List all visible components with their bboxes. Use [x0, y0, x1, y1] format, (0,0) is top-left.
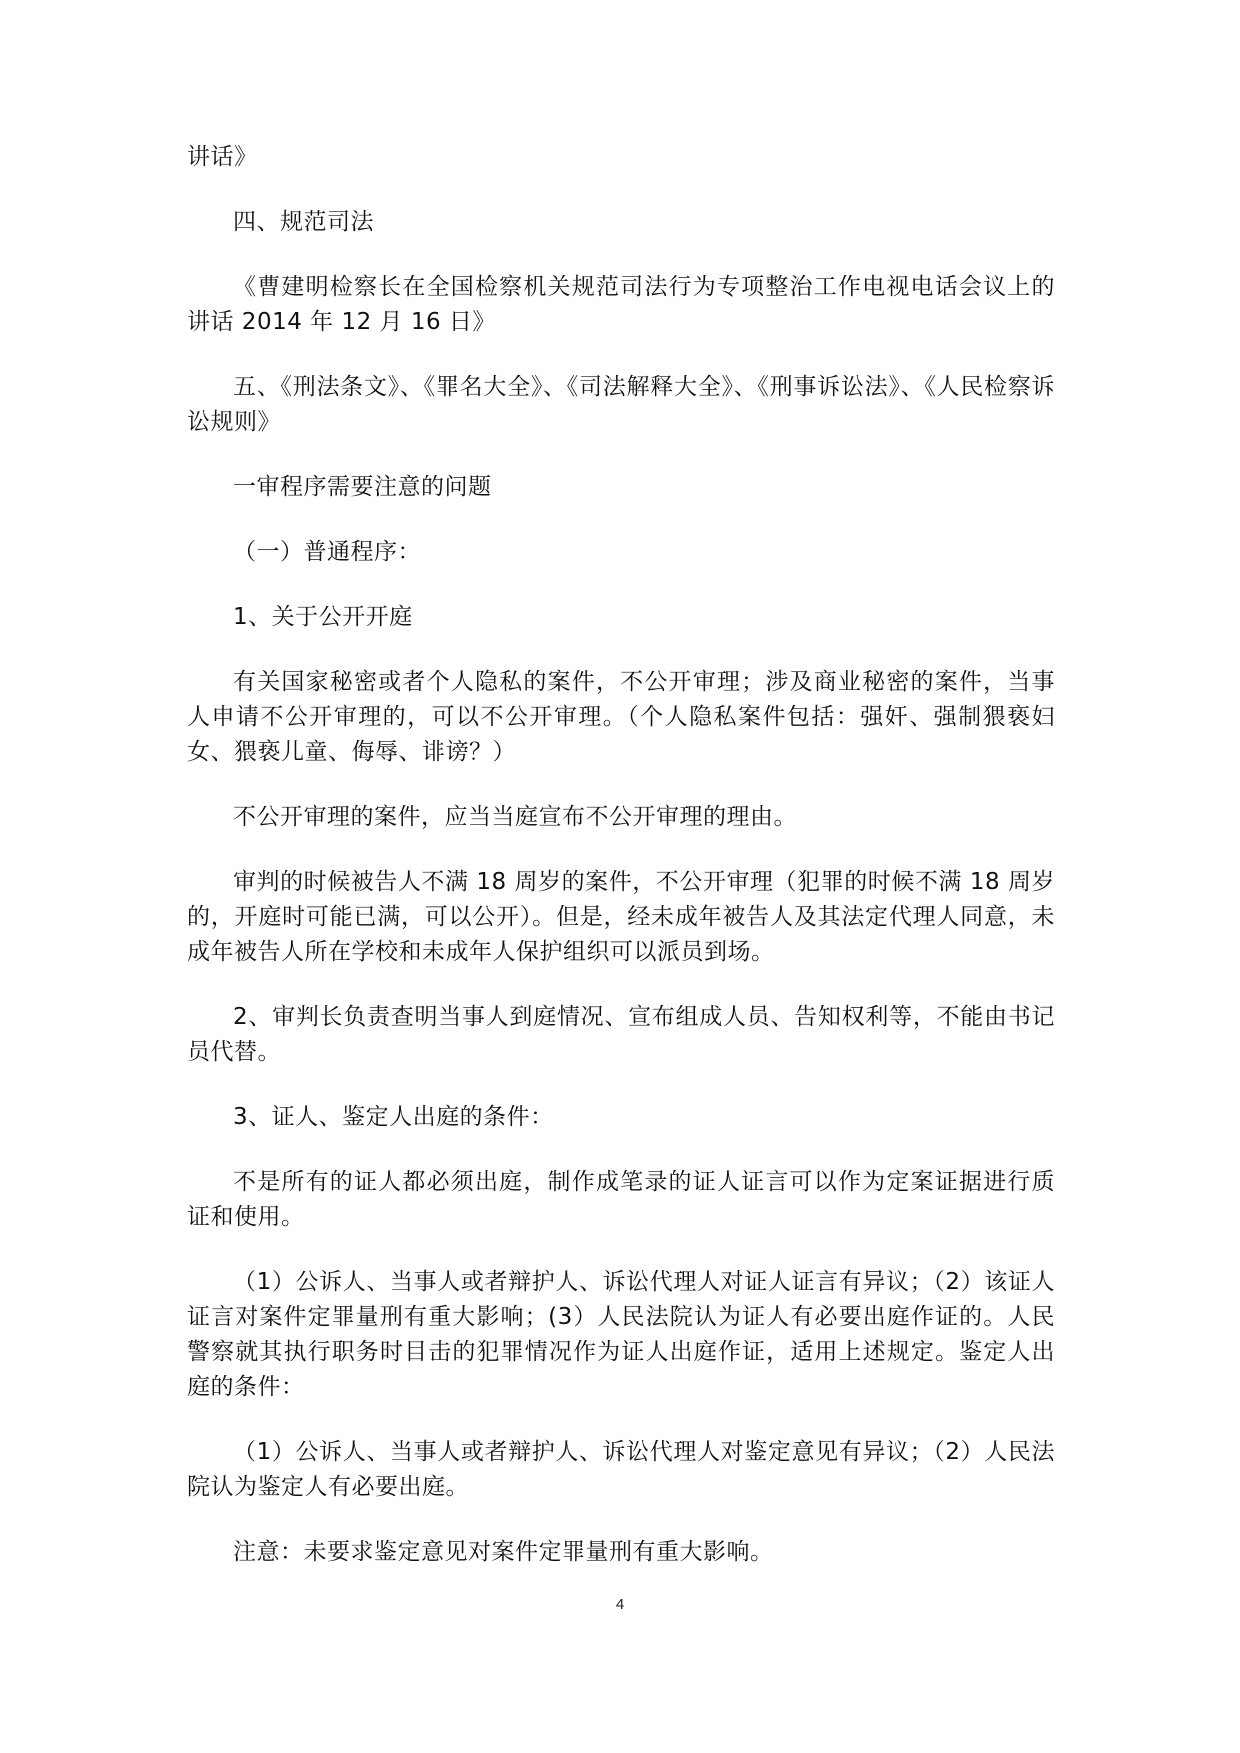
paragraph-privacy-cases: 有关国家秘密或者个人隐私的案件，不公开审理；涉及商业秘密的案件，当事人申请不公开审理的，可以不公开审理。（个人隐私案件包括：强奸、强制猥亵妇女、猥亵儿童、侮辱、诽谤？）	[187, 669, 1055, 765]
paragraph-closed-trial-reason: 不公开审理的案件，应当当庭宣布不公开审理的理由。	[233, 804, 797, 830]
item-public-hearing: 1、关于公开开庭	[233, 604, 413, 630]
section-heading-legal-texts: 五、《刑法条文》、《罪名大全》、《司法解释大全》、《刑事诉讼法》、《人民检察诉讼规则》	[187, 374, 1055, 435]
section-heading-standardized-justice: 四、规范司法	[233, 209, 374, 235]
paragraph-continuation: 讲话》	[187, 144, 258, 170]
page-number: 4	[615, 1596, 625, 1613]
paragraph-minor-defendants: 审判的时候被告人不满 18 周岁的案件，不公开审理（犯罪的时候不满 18 周岁的，开庭时可能已满，可以公开）。但是，经未成年被告人及其法定代理人同意，未成年被告人所在学校和未成年人保护组织可以派员到场。	[187, 869, 1055, 965]
paragraph-witness-testimony: 不是所有的证人都必须出庭，制作成笔录的证人证言可以作为定案证据进行质证和使用。	[187, 1169, 1055, 1230]
paragraph-witness-criteria: （1）公诉人、当事人或者辩护人、诉讼代理人对证人证言有异议；（2）该证人证言对案件定罪量刑有重大影响；(3）人民法院认为证人有必要出庭作证的。人民警察就其执行职务时目击的犯罪情况作为证人出庭作证，适用上述规定。鉴定人出庭的条件：	[187, 1269, 1055, 1400]
subheading-ordinary-procedure: （一）普通程序：	[233, 539, 421, 565]
paragraph-note: 注意：未要求鉴定意见对案件定罪量刑有重大影响。	[233, 1539, 774, 1565]
paragraph-expert-criteria: （1）公诉人、当事人或者辩护人、诉讼代理人对鉴定意见有异议；（2）人民法院认为鉴定人有必要出庭。	[187, 1439, 1055, 1500]
document-body	[187, 140, 1055, 1600]
item-witness-conditions: 3、证人、鉴定人出庭的条件：	[233, 1104, 554, 1130]
heading-first-instance-issues: 一审程序需要注意的问题	[233, 474, 492, 500]
paragraph-speech-reference: 《曹建明检察长在全国检察机关规范司法行为专项整治工作电视电话会议上的讲话 2014 年 12 月 16 日》	[187, 274, 1055, 335]
item-presiding-judge: 2、审判长负责查明当事人到庭情况、宣布组成人员、告知权利等，不能由书记员代替。	[187, 1004, 1055, 1065]
